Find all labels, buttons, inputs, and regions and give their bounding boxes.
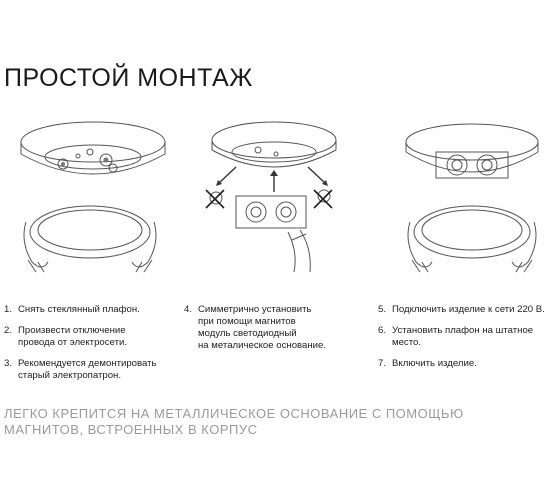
step-text: Произвести отключение провода от электросети. (18, 325, 127, 348)
step-text: Подключить изделие к сети 220 В. (392, 304, 545, 315)
footer-note: ЛЕГКО КРЕПИТСЯ НА МЕТАЛЛИЧЕСКОЕ ОСНОВАНИЕ С ПОМОЩЬЮ МАГНИТОВ, ВСТРОЕННЫХ В КОРПУС (4, 406, 464, 437)
step-number: 5. (378, 304, 387, 315)
step-item (184, 304, 364, 352)
step-number: 7. (378, 358, 387, 369)
steps-column-2 (184, 304, 364, 361)
step-text: Включить изделие. (392, 358, 477, 369)
step-number: 2. (4, 325, 13, 336)
steps-column-1 (4, 304, 174, 391)
step-item (4, 325, 174, 349)
ceiling-lamp-install-shade-drawing (402, 112, 560, 282)
step-item (4, 304, 174, 316)
illustration-install-shade (402, 112, 560, 282)
step-number: 3. (4, 358, 13, 369)
step-text: Снять стеклянный плафон. (18, 304, 140, 315)
steps-column-3 (378, 304, 558, 379)
step-item (378, 358, 558, 370)
step-number: 6. (378, 325, 387, 336)
led-module-install-drawing (196, 112, 356, 282)
step-item (4, 358, 174, 382)
step-item (378, 325, 558, 349)
illustration-remove-shade (18, 112, 178, 282)
step-text: Симметрично установить при помощи магнитов модуль светодиодный на металическое основание. (198, 304, 327, 351)
page-title: ПРОСТОЙ МОНТАЖ (4, 64, 253, 92)
step-text: Установить плафон на штатное место. (392, 325, 534, 348)
step-text: Рекомендуется демонтировать старый электропатрон. (18, 358, 157, 381)
step-number: 4. (184, 304, 193, 315)
step-item (378, 304, 558, 316)
step-number: 1. (4, 304, 13, 315)
illustration-install-module (196, 112, 356, 282)
ceiling-lamp-remove-shade-drawing (18, 112, 178, 282)
